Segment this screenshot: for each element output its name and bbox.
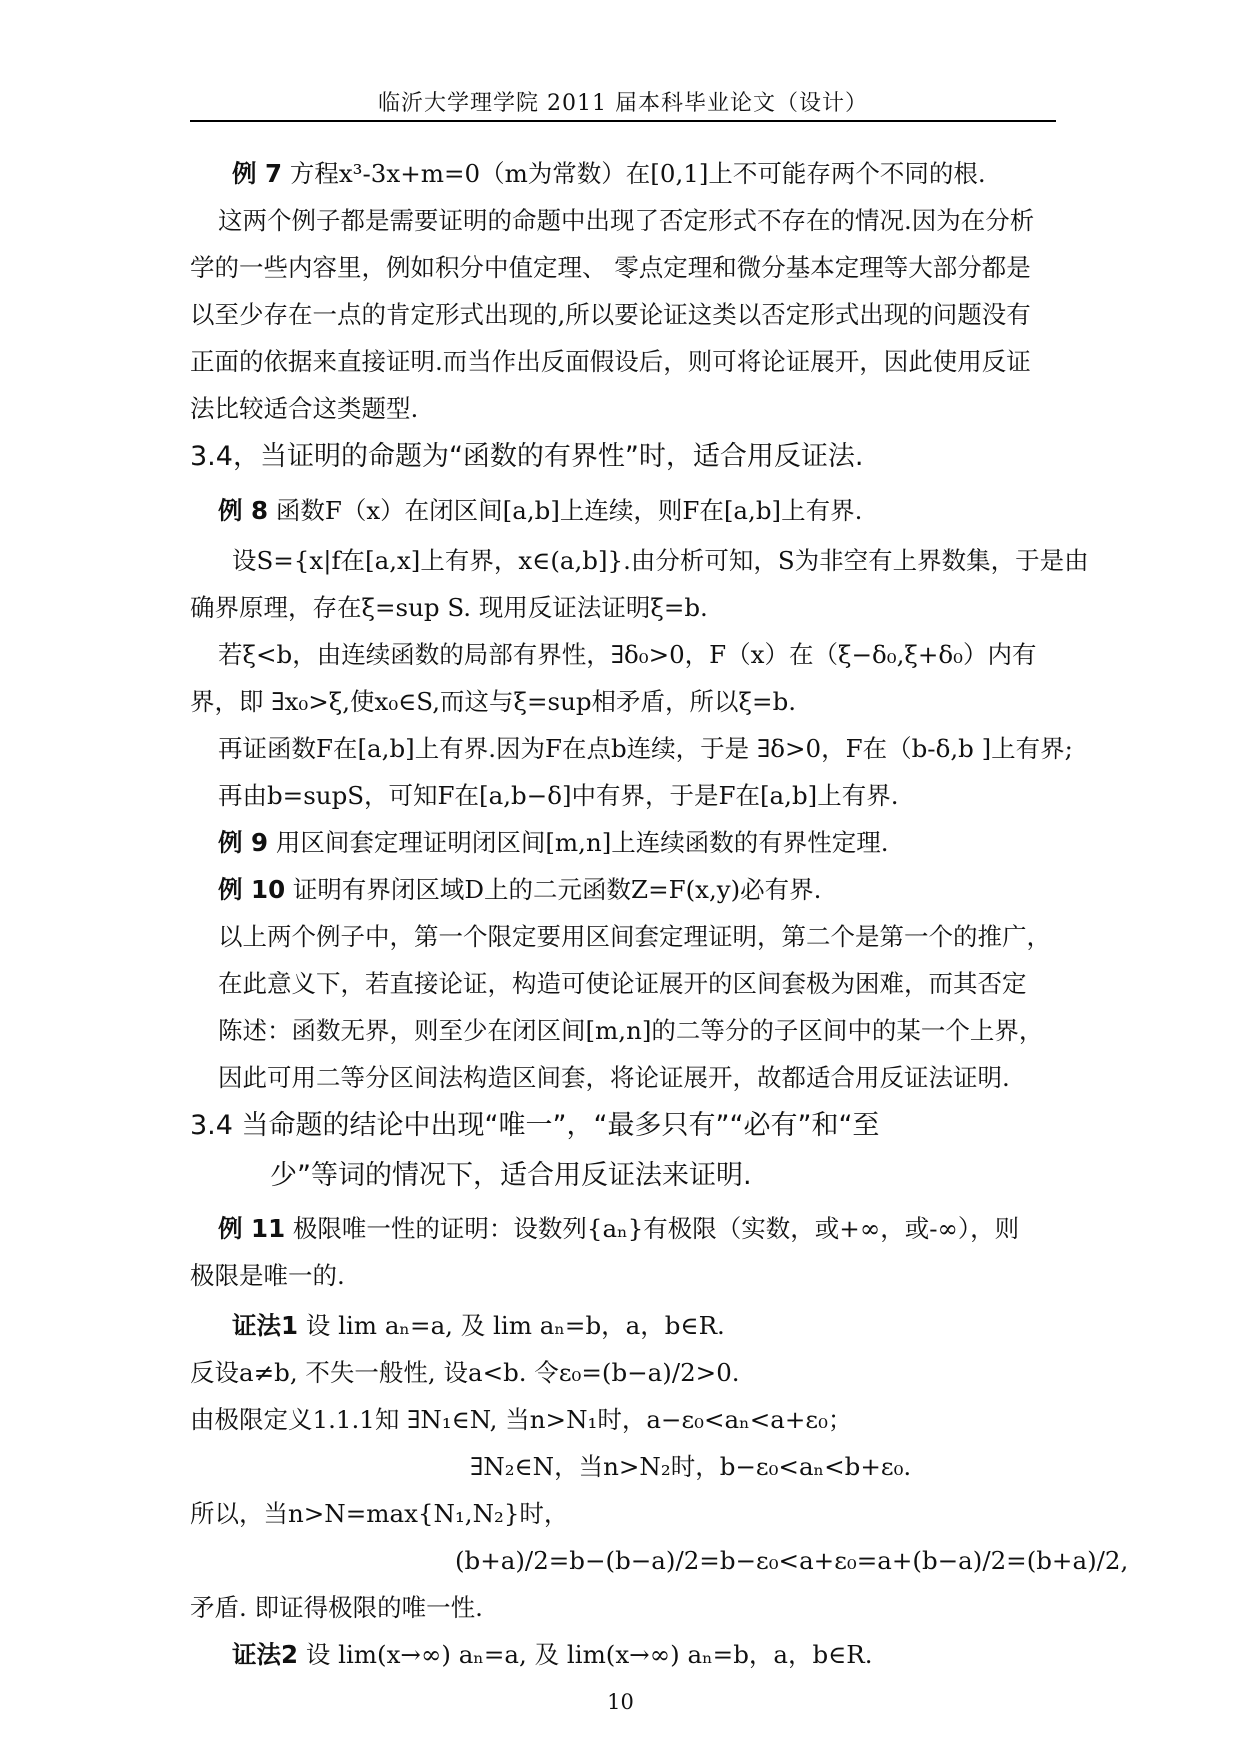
example-text: 方程x³-3x+m=0（m为常数）在[0,1]上不可能存两个不同的根. [282, 159, 986, 188]
proof-line: 由极限定义1.1.1知 ∃N₁∈N, 当n>N₁时，a−ε₀<aₙ<a+ε₀； [190, 1405, 853, 1434]
example-text: 证明有界闭区域D上的二元函数Z=F(x,y)必有界. [285, 875, 822, 904]
paragraph-line: 极限是唯一的. [190, 1261, 345, 1290]
example-label: 例 7 [232, 159, 283, 188]
paragraph-line: 因此可用二等分区间法构造区间套，将论证展开，故都适合用反证法证明. [218, 1063, 1010, 1092]
page-number: 10 [607, 1690, 634, 1714]
page-header: 临沂大学理学院 2011 届本科毕业论文（设计） [378, 91, 868, 116]
example-label: 例 11 [218, 1214, 286, 1243]
example-label: 例 10 [218, 875, 286, 904]
proof-line: 再由b=supS，可知F在[a,b−δ]中有界，于是F在[a,b]上有界. [218, 781, 899, 810]
proof-line: 所以，当n>N=max{N₁,N₂}时， [190, 1499, 569, 1528]
paragraph-line: 以上两个例子中，第一个限定要用区间套定理证明，第二个是第一个的推广， [218, 922, 1051, 951]
proof-method-2 [232, 1639, 873, 1671]
section-heading: 3.4，当证明的命题为“函数的有界性”时，适合用反证法. [190, 441, 864, 472]
example-text: 函数F（x）在闭区间[a,b]上连续，则F在[a,b]上有界. [268, 496, 863, 525]
example-label: 例 8 [218, 496, 269, 525]
proof-line: 若ξ<b，由连续函数的局部有界性，∃δ₀>0，F（x）在（ξ−δ₀,ξ+δ₀）内有 [218, 640, 1037, 669]
proof-line: ∃N₂∈N，当n>N₂时，b−ε₀<aₙ<b+ε₀. [470, 1452, 912, 1481]
paragraph-line: 法比较适合这类题型. [190, 394, 419, 423]
section-heading-cont: 少”等词的情况下，适合用反证法来证明. [270, 1160, 752, 1191]
paragraph-line: 以至少存在一点的肯定形式出现的,所以要论证这类以否定形式出现的问题没有 [190, 300, 1031, 329]
paragraph-line: 学的一些内容里，例如积分中值定理、 零点定理和微分基本定理等大部分都是 [190, 253, 1031, 282]
proof-line: 再证函数F在[a,b]上有界.因为F在点b连续，于是 ∃δ>0，F在（b-δ,b ]上有界; [218, 734, 1073, 763]
proof-method-1 [232, 1310, 725, 1342]
example-text: 用区间套定理证明闭区间[m,n]上连续函数的有界性定理. [268, 828, 889, 857]
proof-text: 设 lim(x→∞) aₙ=a, 及 lim(x→∞) aₙ=b，a，b∈R. [298, 1640, 873, 1669]
paragraph-line: 正面的依据来直接证明.而当作出反面假设后，则可将论证展开，因此使用反证 [190, 347, 1031, 376]
equation-line: (b+a)/2=b−(b−a)/2=b−ε₀<a+ε₀=a+(b−a)/2=(b+a)/2, [455, 1546, 1129, 1575]
proof-line: 设S={x|f在[a,x]上有界，x∈(a,b]}.由分析可知，S为非空有上界数集，于是由 [232, 546, 1089, 575]
proof-line: 界，即 ∃x₀>ξ,使x₀∈S,而这与ξ=sup相矛盾，所以ξ=b. [190, 687, 797, 716]
paragraph-line: 这两个例子都是需要证明的命题中出现了否定形式不存在的情况.因为在分析 [218, 206, 1035, 235]
header-rule [190, 120, 1056, 122]
proof-label: 证法1 [232, 1311, 299, 1340]
example-11 [218, 1213, 1019, 1245]
example-7 [232, 158, 986, 190]
section-heading: 3.4 当命题的结论中出现“唯一”，“最多只有”“必有”和“至 [190, 1110, 880, 1141]
example-10 [218, 874, 821, 906]
proof-line: 矛盾. 即证得极限的唯一性. [190, 1593, 483, 1622]
proof-text: 设 lim aₙ=a, 及 lim aₙ=b，a，b∈R. [298, 1311, 725, 1340]
paragraph-line: 陈述：函数无界，则至少在闭区间[m,n]的二等分的子区间中的某一个上界， [218, 1016, 1044, 1045]
example-9 [218, 827, 889, 859]
example-text: 极限唯一性的证明：设数列{aₙ}有极限（实数，或+∞，或-∞），则 [285, 1214, 1020, 1243]
example-label: 例 9 [218, 828, 269, 857]
proof-line: 确界原理，存在ξ=sup S. 现用反证法证明ξ=b. [190, 593, 708, 622]
proof-label: 证法2 [232, 1640, 299, 1669]
paragraph-line: 在此意义下，若直接论证，构造可使论证展开的区间套极为困难，而其否定 [218, 969, 1027, 998]
proof-line: 反设a≠b, 不失一般性, 设a<b. 令ε₀=(b−a)/2>0. [190, 1358, 740, 1387]
example-8 [218, 495, 862, 527]
